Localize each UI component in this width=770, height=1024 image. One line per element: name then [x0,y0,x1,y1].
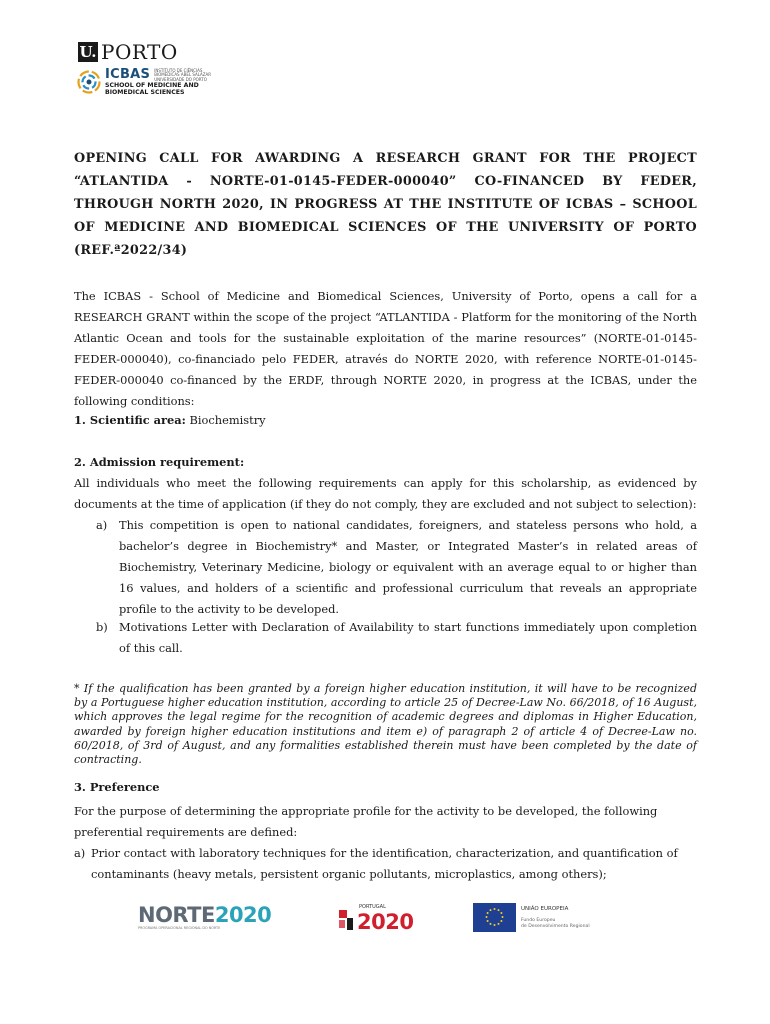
uporto-logo-letter: U. [79,43,97,61]
list-item-text: Prior contact with laboratory techniques for the identification, characterization, and quantification of contaminants (heavy metals, persistent organic pollutants, microplastics, among others); [91,846,678,881]
list-item-text: This competition is open to national candidates, foreigners, and stateless persons who hold, a bachelor’s degree in Biochemistry* and Master, or Integrated Master’s in related areas of Biochemistry, Veterinary Medicine, biology or equivalent with an average equal to or higher than 16 values, and holders of a scientific and professional curriculum that reveals an appropriate profile to the activity to be developed. [119,518,697,616]
norte2020-subtitle: PROGRAMA OPERACIONAL REGIONAL DO NORTE [138,926,221,930]
funding-logos-footer [0,898,770,938]
portugal2020-emblem-icon [337,908,355,932]
list-item-label: b) [96,620,108,634]
section-scientific-area [74,410,697,431]
eu-fund-logo [473,903,603,935]
eu-subtitle: Fundo Europeu de Desenvolvimento Regional [521,918,590,929]
section-1-heading: 1. Scientific area: [74,413,186,427]
section-2-heading: 2. Admission requirement: [74,455,245,469]
uporto-logo [78,41,178,63]
uporto-logo-word: PORTO [101,40,178,64]
icbas-school-name: SCHOOL OF MEDICINE AND BIOMEDICAL SCIENCES [105,82,199,97]
section-2-text: All individuals who meet the following requirements can apply for this scholarship, as evidenced by documents at the time of application (if they do not comply, they are excluded and not subject to selection): [74,476,697,511]
list-item-text: Motivations Letter with Declaration of Availability to start functions immediately upon completion of this call. [119,620,697,655]
section-3-text: For the purpose of determining the appropriate profile for the activity to be developed, the following preferential requirements are defined: [74,804,658,839]
qualification-footnote: * If the qualification has been granted by a foreign higher education institution, it will have to be recognized by a Portuguese higher education institution, according to article 25 of Decree-Law No. 66/2018, of 16 August, which approves the legal regime for the recognition of academic degrees and diplomas in Higher Education, awarded by foreign higher education institutions and item e) of paragraph 2 of article 4 of Decree-Law no. 60/2018, of 3rd of August, and any formalities established therein must have been completed by the date of contracting. [74,682,697,767]
eu-title: UNIÃO EUROPEIA [521,906,569,912]
norte2020-logo: NORTE2020 PROGRAMA OPERACIONAL REGIONAL DO NORTE [138,904,300,934]
section-1-value: Biochemistry [185,413,266,427]
section-3-heading: 3. Preference [74,780,160,794]
icbas-logo [77,67,211,97]
icbas-emblem-icon [77,70,101,94]
list-item-label: a) [74,846,86,860]
portugal2020-logo: PORTUGAL 2020 [337,904,429,934]
list-item-label: a) [96,518,108,532]
eu-flag-icon [473,903,516,932]
intro-paragraph: The ICBAS - School of Medicine and Biomedical Sciences, University of Porto, opens a call for a RESEARCH GRANT within the scope of the project “ATLANTIDA - Platform for the monitoring of the North Atlantic Ocean and tools for the sustainable exploitation of the marine resources” (NORTE-01-0145-FEDER-000040), co-financiado pelo FEDER, através do NORTE 2020, with reference NORTE-01-0145-FEDER-000040 co-financed by the ERDF, through NORTE 2020, in progress at the ICBAS, under the following conditions: [74,289,697,408]
icbas-name: ICBAS [105,66,151,82]
icbas-tagline: INSTITUTO DE CIÊNCIAS BIOMÉDICAS ABEL SALAZAR UNIVERSIDADE DO PORTO [154,67,212,82]
document-title: OPENING CALL FOR AWARDING A RESEARCH GRANT FOR THE PROJECT “ATLANTIDA - NORTE-01-0145-FEDER-000040” CO-FINANCED BY FEDER, THROUGH NORTH 2020, IN PROGRESS AT THE INSTITUTE OF ICBAS – SCHOOL OF MEDICINE AND BIOMEDICAL SCIENCES OF THE UNIVERSITY OF PORTO (REF.ª2022/34) [74,151,697,258]
